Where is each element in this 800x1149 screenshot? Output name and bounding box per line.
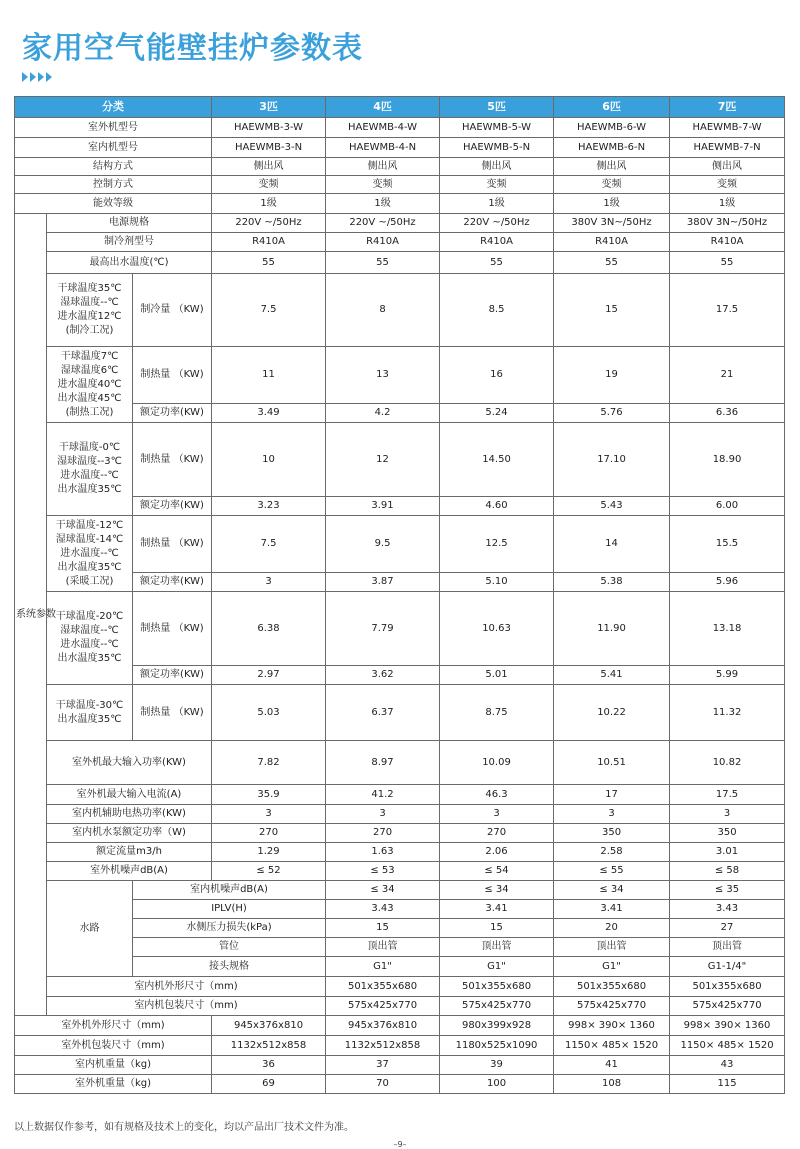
value-cell: 1级 xyxy=(326,194,440,214)
table-row xyxy=(15,881,785,900)
value-cell: 8.75 xyxy=(440,685,554,741)
value-cell: 4.60 xyxy=(440,497,554,516)
value-cell: 侧出风 xyxy=(554,158,670,176)
value-cell: 10 xyxy=(212,423,326,497)
value-cell: 43 xyxy=(670,1056,785,1075)
table-row xyxy=(15,592,785,666)
value-cell: 6.37 xyxy=(326,685,440,741)
page-title: 家用空气能壁挂炉参数表 xyxy=(22,31,363,66)
value-cell: 变频 xyxy=(212,176,326,194)
value-cell: 1级 xyxy=(554,194,670,214)
value-cell: 12.5 xyxy=(440,516,554,573)
value-cell: G1-1/4" xyxy=(670,957,785,977)
table-row xyxy=(15,516,785,573)
arrow-right-icon xyxy=(38,72,44,82)
condition-line: 干球温度-0℃ xyxy=(58,442,121,453)
value-cell: ≤ 34 xyxy=(440,881,554,900)
value-cell: HAEWMB-6-W xyxy=(554,118,670,138)
value-cell: 1.63 xyxy=(326,843,440,862)
value-cell: 8.5 xyxy=(440,274,554,347)
value-cell: 100 xyxy=(440,1075,554,1094)
row-label: IPLV(H) xyxy=(133,900,326,919)
value-cell: 10.51 xyxy=(554,741,670,785)
value-cell: 11.90 xyxy=(554,592,670,666)
value-cell: 10.63 xyxy=(440,592,554,666)
value-cell: 变频 xyxy=(670,176,785,194)
value-cell: 16 xyxy=(440,347,554,404)
table-row xyxy=(15,977,785,997)
value-cell: 10.22 xyxy=(554,685,670,741)
value-cell: 15.5 xyxy=(670,516,785,573)
value-cell: ≤ 53 xyxy=(326,862,440,881)
condition-cell xyxy=(47,592,133,685)
value-cell: 3.41 xyxy=(440,900,554,919)
header-model-column: 6匹 xyxy=(554,97,670,118)
value-cell: ≤ 54 xyxy=(440,862,554,881)
value-cell: 69 xyxy=(212,1075,326,1094)
row-label: 室外机包装尺寸（mm) xyxy=(15,1036,212,1056)
value-cell: 70 xyxy=(326,1075,440,1094)
value-cell: 5.41 xyxy=(554,666,670,685)
value-cell: 3 xyxy=(554,805,670,824)
value-cell: 9.5 xyxy=(326,516,440,573)
value-cell: 3 xyxy=(670,805,785,824)
value-cell: 501x355x680 xyxy=(670,977,785,997)
value-cell: 501x355x680 xyxy=(326,977,440,997)
value-cell: 270 xyxy=(212,824,326,843)
value-cell: HAEWMB-3-W xyxy=(212,118,326,138)
value-cell: 998× 390× 1360 xyxy=(670,1016,785,1036)
value-cell: 575x425x770 xyxy=(670,997,785,1016)
value-cell: 1.29 xyxy=(212,843,326,862)
value-cell: 3.43 xyxy=(670,900,785,919)
value-cell: 55 xyxy=(440,252,554,274)
value-cell: 55 xyxy=(670,252,785,274)
value-cell: R410A xyxy=(326,233,440,252)
table-row xyxy=(15,1016,785,1036)
value-cell: 17.10 xyxy=(554,423,670,497)
condition-line: 湿球温度--3℃ xyxy=(57,456,122,467)
table-row xyxy=(15,785,785,805)
value-cell: 5.96 xyxy=(670,573,785,592)
condition-line: 出水温度45℃ xyxy=(57,392,122,404)
row-label: 室内机噪声dB(A) xyxy=(133,881,326,900)
header-model-column: 4匹 xyxy=(326,97,440,118)
value-cell: 5.43 xyxy=(554,497,670,516)
value-cell: 20 xyxy=(554,919,670,938)
row-label: 制热量 （KW) xyxy=(133,423,212,497)
value-cell: G1" xyxy=(440,957,554,977)
value-cell: 4.2 xyxy=(326,404,440,423)
table-row xyxy=(15,347,785,404)
value-cell: 41 xyxy=(554,1056,670,1075)
value-cell: 5.01 xyxy=(440,666,554,685)
value-cell: 945x376x810 xyxy=(326,1016,440,1036)
value-cell: 270 xyxy=(440,824,554,843)
value-cell: 36 xyxy=(212,1056,326,1075)
value-cell: HAEWMB-4-N xyxy=(326,138,440,158)
header-model-column: 3匹 xyxy=(212,97,326,118)
value-cell: ≤ 35 xyxy=(670,881,785,900)
table-row xyxy=(15,118,785,138)
header-model-column: 5匹 xyxy=(440,97,554,118)
table-row xyxy=(15,805,785,824)
value-cell: 3 xyxy=(326,805,440,824)
row-label: 制热量 （KW) xyxy=(133,592,212,666)
value-cell: 945x376x810 xyxy=(212,1016,326,1036)
row-label: 能效等级 xyxy=(15,194,212,214)
header-row xyxy=(15,97,785,118)
value-cell: 3.87 xyxy=(326,573,440,592)
value-cell: 3.23 xyxy=(212,497,326,516)
value-cell: 575x425x770 xyxy=(554,997,670,1016)
header-category: 分类 xyxy=(15,97,212,118)
value-cell: 15 xyxy=(440,919,554,938)
value-cell: HAEWMB-4-W xyxy=(326,118,440,138)
parameter-table xyxy=(14,96,785,1094)
condition-line: 湿球温度--℃ xyxy=(60,625,119,636)
value-cell: ≤ 34 xyxy=(326,881,440,900)
value-cell: 37 xyxy=(326,1056,440,1075)
value-cell: 7.79 xyxy=(326,592,440,666)
value-cell: 5.24 xyxy=(440,404,554,423)
arrow-right-icon xyxy=(46,72,52,82)
value-cell: 1级 xyxy=(212,194,326,214)
table-row xyxy=(15,862,785,881)
condition-line: 湿球温度6℃ xyxy=(60,364,119,376)
row-label: 室外机最大输入电流(A) xyxy=(47,785,212,805)
table-row xyxy=(15,741,785,785)
value-cell: 380V 3N~/50Hz xyxy=(670,214,785,233)
condition-cell xyxy=(47,685,133,741)
table-row xyxy=(15,843,785,862)
value-cell: 1150× 485× 1520 xyxy=(554,1036,670,1056)
value-cell: 17.5 xyxy=(670,274,785,347)
value-cell: 1级 xyxy=(670,194,785,214)
value-cell: 980x399x928 xyxy=(440,1016,554,1036)
value-cell: 变频 xyxy=(326,176,440,194)
value-cell: 变频 xyxy=(440,176,554,194)
row-label: 室内机包装尺寸（mm) xyxy=(47,997,326,1016)
value-cell: 220V ~/50Hz xyxy=(326,214,440,233)
value-cell: 7.5 xyxy=(212,516,326,573)
value-cell: 18.90 xyxy=(670,423,785,497)
value-cell: 15 xyxy=(326,919,440,938)
condition-line: (制热工况) xyxy=(65,406,114,418)
value-cell: 115 xyxy=(670,1075,785,1094)
row-label: 室内机型号 xyxy=(15,138,212,158)
value-cell: 2.06 xyxy=(440,843,554,862)
value-cell: 1132x512x858 xyxy=(326,1036,440,1056)
condition-line: 进水温度--℃ xyxy=(60,639,119,650)
value-cell: 46.3 xyxy=(440,785,554,805)
value-cell: 顶出管 xyxy=(440,938,554,957)
value-cell: 13.18 xyxy=(670,592,785,666)
value-cell: 5.76 xyxy=(554,404,670,423)
value-cell: 8 xyxy=(326,274,440,347)
value-cell: 380V 3N~/50Hz xyxy=(554,214,670,233)
value-cell: 5.10 xyxy=(440,573,554,592)
condition-line: (制冷工况) xyxy=(65,325,114,336)
page-number: –9– xyxy=(393,1140,407,1149)
condition-cell xyxy=(47,423,133,516)
value-cell: 7.5 xyxy=(212,274,326,347)
condition-line: (采暖工况) xyxy=(65,575,114,587)
row-label: 制热量 （KW) xyxy=(133,685,212,741)
row-label: 管位 xyxy=(133,938,326,957)
value-cell: 1150× 485× 1520 xyxy=(670,1036,785,1056)
row-label: 接头规格 xyxy=(133,957,326,977)
row-label: 室内机辅助电热功率(KW) xyxy=(47,805,212,824)
value-cell: 350 xyxy=(670,824,785,843)
value-cell: 顶出管 xyxy=(326,938,440,957)
value-cell: 7.82 xyxy=(212,741,326,785)
arrow-right-icon xyxy=(22,72,28,82)
value-cell: 10.82 xyxy=(670,741,785,785)
value-cell: HAEWMB-3-N xyxy=(212,138,326,158)
condition-line: 进水温度40℃ xyxy=(57,378,122,390)
row-label: 室外机最大输入功率(KW) xyxy=(47,741,212,785)
row-label: 室外机重量（kg) xyxy=(15,1075,212,1094)
condition-line: 湿球温度--℃ xyxy=(60,297,119,308)
value-cell: 108 xyxy=(554,1075,670,1094)
value-cell: 变频 xyxy=(554,176,670,194)
value-cell: G1" xyxy=(554,957,670,977)
value-cell: 55 xyxy=(326,252,440,274)
condition-line: 湿球温度-14℃ xyxy=(55,533,124,545)
condition-cell xyxy=(47,516,133,592)
value-cell: 3 xyxy=(212,573,326,592)
title-arrows-decoration xyxy=(22,72,52,82)
table-row xyxy=(15,138,785,158)
value-cell: 998× 390× 1360 xyxy=(554,1016,670,1036)
value-cell: ≤ 58 xyxy=(670,862,785,881)
value-cell: 2.97 xyxy=(212,666,326,685)
value-cell: 侧出风 xyxy=(212,158,326,176)
table-row xyxy=(15,1075,785,1094)
value-cell: 14.50 xyxy=(440,423,554,497)
table-row xyxy=(15,274,785,347)
value-cell: 17 xyxy=(554,785,670,805)
row-label: 室外机噪声dB(A) xyxy=(47,862,212,881)
value-cell: 2.58 xyxy=(554,843,670,862)
value-cell: 15 xyxy=(554,274,670,347)
row-label: 额定功率(KW) xyxy=(133,497,212,516)
table-row xyxy=(15,824,785,843)
value-cell: 顶出管 xyxy=(670,938,785,957)
value-cell: 17.5 xyxy=(670,785,785,805)
value-cell: 14 xyxy=(554,516,670,573)
value-cell: HAEWMB-5-N xyxy=(440,138,554,158)
value-cell: 350 xyxy=(554,824,670,843)
group-label-water: 水路 xyxy=(47,881,133,977)
condition-line: 进水温度12℃ xyxy=(57,311,122,322)
value-cell: 575x425x770 xyxy=(440,997,554,1016)
value-cell: 3.41 xyxy=(554,900,670,919)
row-label: 制冷剂型号 xyxy=(47,233,212,252)
value-cell: HAEWMB-6-N xyxy=(554,138,670,158)
row-label: 额定功率(KW) xyxy=(133,404,212,423)
value-cell: 10.09 xyxy=(440,741,554,785)
condition-line: 出水温度35℃ xyxy=(57,561,122,573)
group-label-system: 系统参数 xyxy=(15,214,47,1016)
value-cell: 侧出风 xyxy=(326,158,440,176)
condition-line: 干球温度-20℃ xyxy=(55,611,124,622)
value-cell: 12 xyxy=(326,423,440,497)
condition-cell xyxy=(47,274,133,347)
row-label: 制热量 （KW) xyxy=(133,516,212,573)
table-row xyxy=(15,233,785,252)
value-cell: 5.38 xyxy=(554,573,670,592)
value-cell: ≤ 34 xyxy=(554,881,670,900)
value-cell: 3.01 xyxy=(670,843,785,862)
value-cell: 501x355x680 xyxy=(554,977,670,997)
value-cell: 220V ~/50Hz xyxy=(212,214,326,233)
value-cell: 侧出风 xyxy=(670,158,785,176)
value-cell: 55 xyxy=(212,252,326,274)
table-row xyxy=(15,1056,785,1075)
table-row xyxy=(15,214,785,233)
value-cell: 55 xyxy=(554,252,670,274)
condition-line: 出水温度35℃ xyxy=(57,653,122,664)
row-label: 额定功率(KW) xyxy=(133,666,212,685)
row-label: 制冷量 （KW) xyxy=(133,274,212,347)
value-cell: 270 xyxy=(326,824,440,843)
value-cell: 39 xyxy=(440,1056,554,1075)
row-label: 结构方式 xyxy=(15,158,212,176)
value-cell: HAEWMB-7-W xyxy=(670,118,785,138)
value-cell: 侧出风 xyxy=(440,158,554,176)
header-model-column: 7匹 xyxy=(670,97,785,118)
value-cell: 501x355x680 xyxy=(440,977,554,997)
value-cell: ≤ 55 xyxy=(554,862,670,881)
row-label: 室外机型号 xyxy=(15,118,212,138)
value-cell: 3.91 xyxy=(326,497,440,516)
value-cell: 3.43 xyxy=(326,900,440,919)
value-cell: 19 xyxy=(554,347,670,404)
value-cell: HAEWMB-7-N xyxy=(670,138,785,158)
value-cell: 3.62 xyxy=(326,666,440,685)
condition-line: 干球温度35℃ xyxy=(57,283,122,294)
value-cell: 11 xyxy=(212,347,326,404)
value-cell: 8.97 xyxy=(326,741,440,785)
value-cell: 5.03 xyxy=(212,685,326,741)
value-cell: R410A xyxy=(440,233,554,252)
row-label: 室内机水泵额定功率（W) xyxy=(47,824,212,843)
row-label: 额定流量m3/h xyxy=(47,843,212,862)
row-label: 电源规格 xyxy=(47,214,212,233)
row-label: 最高出水温度(℃) xyxy=(47,252,212,274)
condition-line: 干球温度7℃ xyxy=(60,350,119,362)
row-label: 制热量 （KW) xyxy=(133,347,212,404)
condition-line: 出水温度35℃ xyxy=(57,713,122,725)
footnote: 以上数据仅作参考，如有规格及技术上的变化，均以产品出厂技术文件为准。 xyxy=(14,1122,354,1133)
value-cell: 3 xyxy=(212,805,326,824)
value-cell: 1180x525x1090 xyxy=(440,1036,554,1056)
value-cell: 220V ~/50Hz xyxy=(440,214,554,233)
condition-line: 出水温度35℃ xyxy=(57,484,122,495)
table-row xyxy=(15,252,785,274)
arrow-right-icon xyxy=(30,72,36,82)
row-label: 额定功率(KW) xyxy=(133,573,212,592)
table-row xyxy=(15,997,785,1016)
row-label: 水侧压力损失(kPa) xyxy=(133,919,326,938)
value-cell: 27 xyxy=(670,919,785,938)
condition-line: 进水温度--℃ xyxy=(60,470,119,481)
table-row xyxy=(15,194,785,214)
value-cell: 35.9 xyxy=(212,785,326,805)
row-label: 室外机外形尺寸（mm) xyxy=(15,1016,212,1036)
value-cell: 41.2 xyxy=(326,785,440,805)
condition-line: 干球温度-12℃ xyxy=(55,519,124,531)
table-row xyxy=(15,1036,785,1056)
value-cell: 21 xyxy=(670,347,785,404)
value-cell: G1" xyxy=(326,957,440,977)
value-cell: 顶出管 xyxy=(554,938,670,957)
value-cell: ≤ 52 xyxy=(212,862,326,881)
value-cell: 6.00 xyxy=(670,497,785,516)
condition-line: 进水温度--℃ xyxy=(60,547,119,559)
table-row xyxy=(15,158,785,176)
row-label: 控制方式 xyxy=(15,176,212,194)
value-cell: 3 xyxy=(440,805,554,824)
value-cell: 6.36 xyxy=(670,404,785,423)
condition-cell xyxy=(47,347,133,423)
value-cell: 3.49 xyxy=(212,404,326,423)
table-row xyxy=(15,423,785,497)
table-row xyxy=(15,176,785,194)
value-cell: 575x425x770 xyxy=(326,997,440,1016)
value-cell: 1级 xyxy=(440,194,554,214)
value-cell: 6.38 xyxy=(212,592,326,666)
value-cell: 11.32 xyxy=(670,685,785,741)
value-cell: 5.99 xyxy=(670,666,785,685)
value-cell: R410A xyxy=(554,233,670,252)
row-label: 室内机外形尺寸（mm) xyxy=(47,977,326,997)
table-row xyxy=(15,685,785,741)
value-cell: R410A xyxy=(212,233,326,252)
value-cell: 13 xyxy=(326,347,440,404)
condition-line: 干球温度-30℃ xyxy=(55,699,124,711)
value-cell: R410A xyxy=(670,233,785,252)
value-cell: 1132x512x858 xyxy=(212,1036,326,1056)
row-label: 室内机重量（kg) xyxy=(15,1056,212,1075)
value-cell: HAEWMB-5-W xyxy=(440,118,554,138)
